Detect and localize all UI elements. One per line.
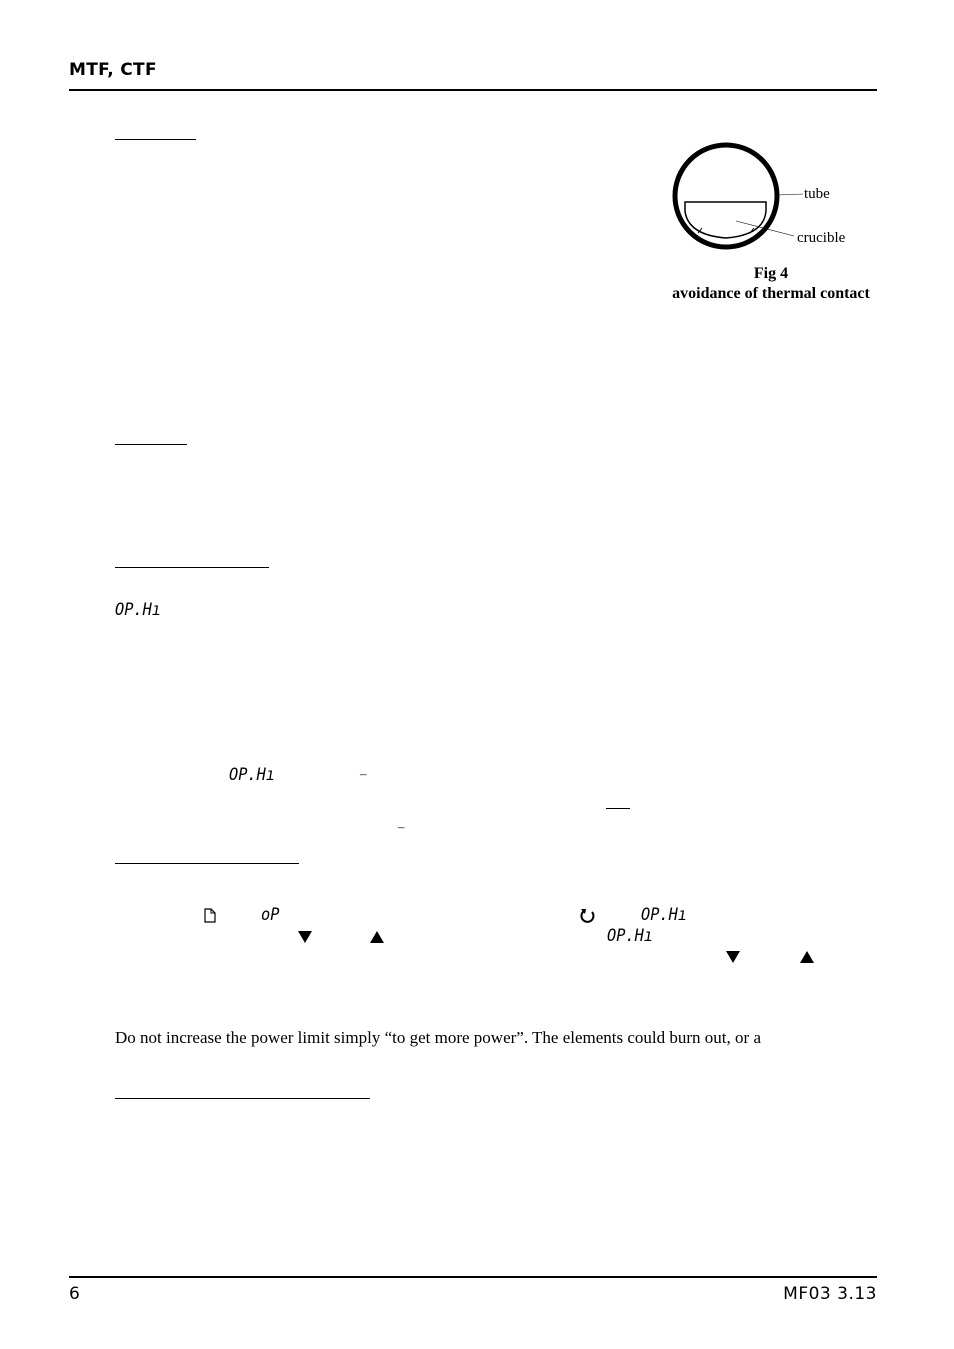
section-underline-1 bbox=[115, 139, 196, 140]
dash-mark: – bbox=[398, 819, 405, 834]
section-underline-2 bbox=[115, 444, 187, 445]
up-arrow-icon bbox=[799, 950, 815, 964]
tube-leader-line bbox=[778, 194, 803, 195]
power-limit-warning: Do not increase the power limit simply “to get more power”. The elements could burn out, or a bbox=[115, 1028, 761, 1047]
header-rule bbox=[69, 89, 877, 91]
figure-caption-number: Fig 4 bbox=[753, 265, 789, 282]
figure-label-tube: tube bbox=[804, 186, 830, 202]
display-code-op: oP bbox=[261, 905, 280, 925]
display-code-op-hi: OP.Hı bbox=[641, 905, 688, 925]
footer-rule bbox=[69, 1276, 877, 1278]
dash-mark: – bbox=[360, 766, 367, 781]
figure-label-crucible: crucible bbox=[797, 230, 846, 246]
cycle-icon bbox=[579, 907, 596, 924]
page-number: 6 bbox=[69, 1284, 80, 1304]
section-underline-3 bbox=[115, 567, 269, 568]
display-code-op-hi: OP.Hı bbox=[115, 600, 162, 620]
display-code-op-hi: OP.Hı bbox=[607, 926, 654, 946]
short-underline bbox=[606, 808, 630, 809]
down-arrow-icon bbox=[725, 950, 741, 964]
down-arrow-icon bbox=[297, 930, 313, 944]
header-title: MTF, CTF bbox=[69, 60, 157, 80]
document-code: MF03 3.13 bbox=[783, 1284, 877, 1304]
section-underline-5 bbox=[115, 1098, 370, 1099]
section-underline-4 bbox=[115, 863, 299, 864]
figure-caption-text: avoidance of thermal contact bbox=[672, 285, 870, 302]
up-arrow-icon bbox=[369, 930, 385, 944]
crucible-in-tube-diagram bbox=[660, 138, 900, 258]
display-code-op-hi: OP.Hı bbox=[229, 765, 276, 785]
crucible-outline bbox=[685, 202, 766, 238]
page-icon bbox=[204, 908, 216, 923]
